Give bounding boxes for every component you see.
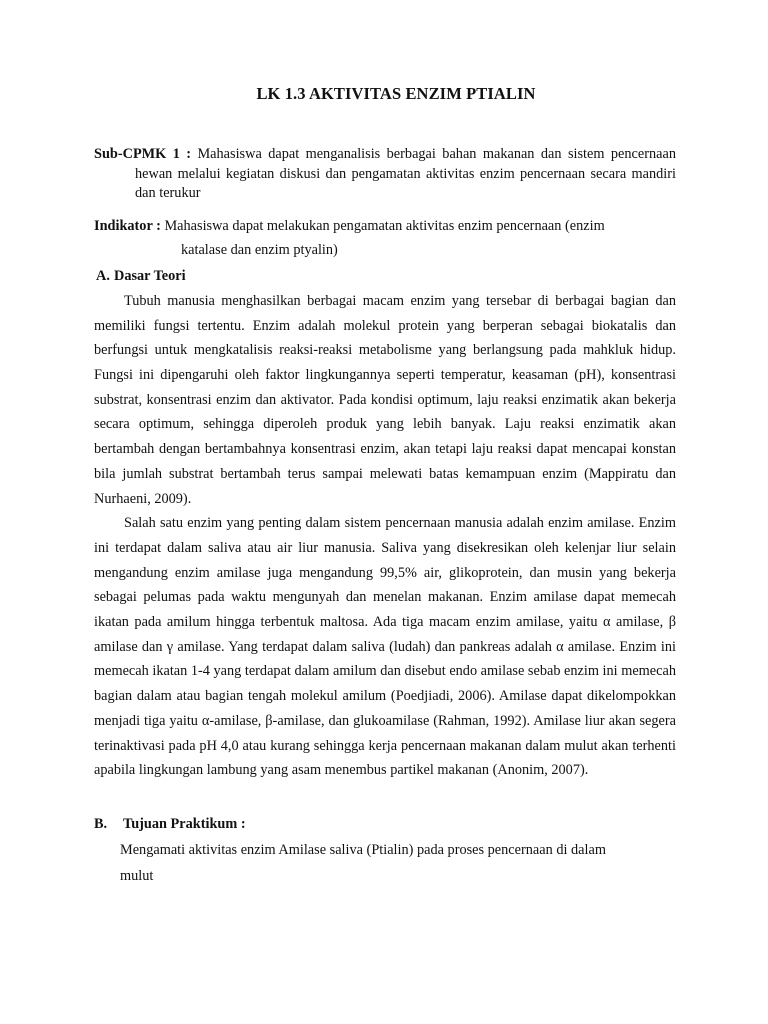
indikator-label: Indikator :	[94, 217, 161, 234]
section-a-number: A.	[96, 267, 110, 284]
indikator-line-1	[94, 214, 676, 239]
sub-cpmk-text: Mahasiswa dapat menganalisis berbagai bahan makanan dan sistem pencernaan hewan melalui kegiatan diskusi dan pengamatan aktivitas enzim pencernaan secara mandiri dan terukur	[135, 146, 676, 201]
tujuan-praktikum-text	[94, 837, 676, 889]
section-a-heading	[94, 263, 676, 289]
section-a-title: Dasar Teori	[114, 267, 186, 284]
dasar-teori-paragraph-1: Tubuh manusia menghasilkan berbagai macam enzim yang tersebar di berbagai bagian dan memiliki fungsi tertentu. Enzim adalah molekul protein yang berperan sebagai biokatalis dan berfungsi untuk mengkatalisis reaksi-reaksi metabolisme yang berlangsung pada mahkluk hidup. Fungsi ini dipengaruhi oleh faktor lingkungannya seperti temperatur, keasaman (pH), konsentrasi substrat, konsentrasi enzim dan aktivator. Pada kondisi optimum, laju reaksi enzimatik akan bekerja secara optimum, sehingga diperoleh produk yang lebih banyak. Laju reaksi enzimatik akan bertambah dengan bertambahnya konsentrasi enzim, akan tetapi laju reaksi dapat mencapai konstan bila jumlah substrat bertambah terus sampai melewati batas kemampuan enzim (Mappiratu dan Nurhaeni, 2009).	[94, 292, 676, 507]
tujuan-line-1: Mengamati aktivitas enzim Amilase saliva (Ptialin) pada proses pencernaan di dalam	[120, 841, 606, 858]
indikator-block	[94, 214, 676, 263]
page-title: LK 1.3 AKTIVITAS ENZIM PTIALIN	[256, 84, 536, 103]
tujuan-line-2: mulut	[120, 867, 154, 884]
dasar-teori-body	[94, 289, 676, 783]
sub-cpmk-block	[94, 145, 676, 204]
sub-cpmk-label: Sub-CPMK 1 :	[94, 146, 192, 162]
section-b-number: B.	[94, 815, 108, 832]
sub-cpmk-paragraph	[94, 145, 676, 204]
section-b-heading	[94, 811, 676, 837]
section-b-title: Tujuan Praktikum :	[123, 815, 246, 832]
indikator-text-2: katalase dan enzim ptyalin)	[181, 242, 338, 259]
indikator-text-1: Mahasiswa dapat melakukan pengamatan aktivitas enzim pencernaan (enzim	[164, 217, 605, 234]
dasar-teori-paragraph-2: Salah satu enzim yang penting dalam sistem pencernaan manusia adalah enzim amilase. Enzim ini terdapat dalam saliva atau air liur manusia. Saliva yang disekresikan oleh kelenjar liur selain mengandung enzim amilase juga mengandung 99,5% air, glikoprotein, dan musin yang bekerja sebagai pelumas pada waktu mengunyah dan menelan makanan. Enzim amilase dapat memecah ikatan pada amilum hingga terbentuk maltosa. Ada tiga macam enzim amilase, yaitu α amilase, β amilase dan γ amilase. Yang terdapat dalam saliva (ludah) dan pankreas adalah α amilase. Enzim ini memecah ikatan 1-4 yang terdapat dalam amilum dan disebut endo amilase sebab enzim ini memecah bagian dalam atau bagian tengah molekul amilum (Poedjiadi, 2006). Amilase dapat dikelompokkan menjadi tiga yaitu α-amilase, β-amilase, dan glukoamilase (Rahman, 1992). Amilase liur akan segera terinaktivasi pada pH 4,0 atau kurang sehingga kerja pencernaan makanan dalam mulut akan terhenti apabila lingkungan lambung yang asam menembus partikel makanan (Anonim, 2007).	[94, 515, 676, 779]
